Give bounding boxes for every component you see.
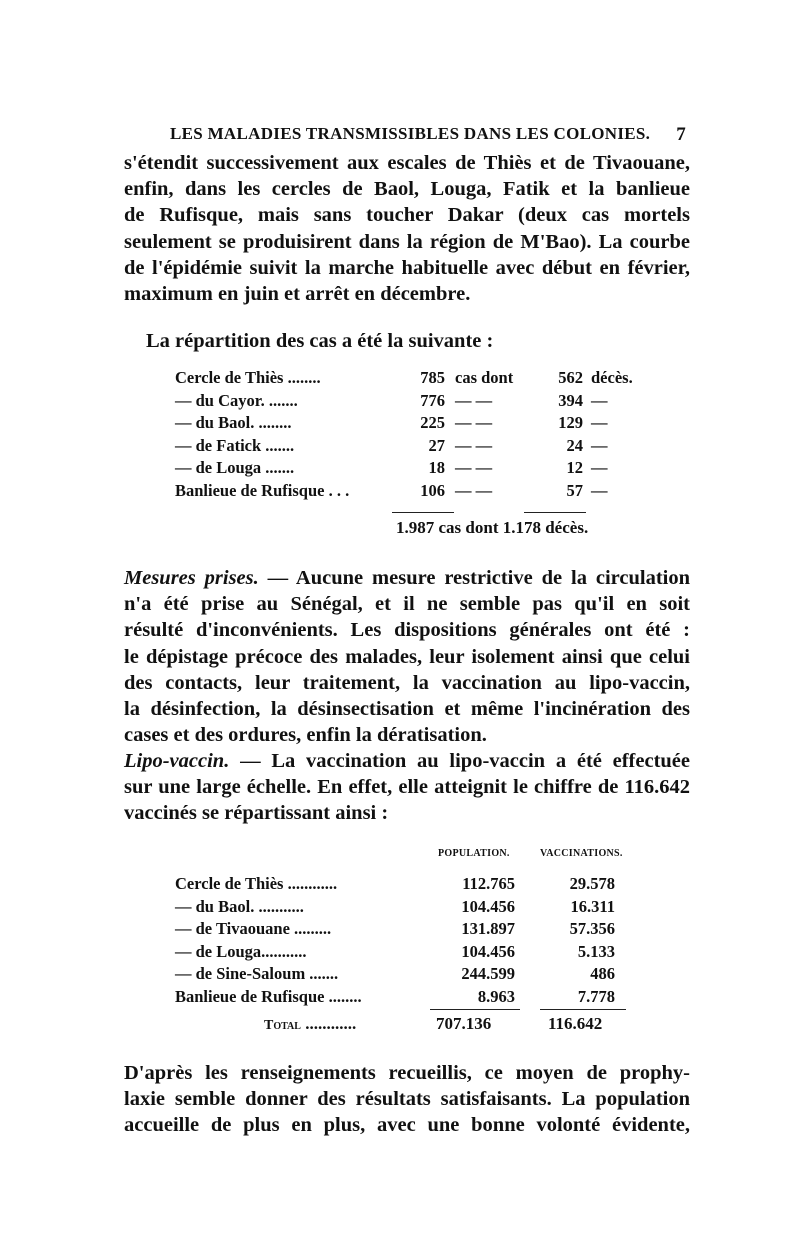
vaccination-table-row: [175, 986, 615, 1009]
death-count: 394: [558, 390, 583, 410]
text-line: laxie semble donner des résultats satisfaisants. La population: [124, 1088, 690, 1111]
text-line: la désinfection, la désinsectisation et même l'incinération des: [124, 698, 690, 721]
text-line: D'après les renseignements recueillis, ce moyen de prophy-: [124, 1062, 690, 1084]
case-label: — —: [455, 413, 493, 432]
district-name: — de Louga...........: [175, 941, 307, 961]
case-label: — —: [455, 390, 493, 410]
text-line: n'a été prise au Sénégal, et il ne semble pas qu'il en soit: [124, 593, 690, 616]
paragraph-conclusion: [124, 1060, 690, 1139]
death-count: 24: [566, 435, 583, 455]
case-count: 785: [420, 368, 445, 387]
population-value: 112.765: [462, 874, 515, 893]
text-line: seulement se produisirent dans la région de M'Bao). La courbe: [124, 230, 690, 253]
cases-table-row: [175, 390, 633, 413]
death-label: décès.: [591, 368, 633, 387]
population-sum-rule: [430, 1009, 520, 1010]
death-label: —: [591, 458, 608, 477]
cases-table-row: [175, 435, 633, 458]
vaccination-value: 486: [590, 964, 615, 983]
vaccination-value: 16.311: [570, 896, 615, 916]
measures-lead: Mesures prises.: [124, 567, 259, 589]
cases-table-row: [175, 480, 633, 503]
population-value: 104.456: [461, 941, 515, 961]
vaccination-value: 29.578: [569, 874, 615, 893]
death-count: 129: [558, 413, 583, 432]
vaccination-total-label: [264, 1014, 356, 1034]
cases-total: 1.987 cas dont 1.178 décès.: [396, 518, 589, 537]
death-count: 57: [566, 480, 583, 500]
text-line: vaccinés se répartissant ainsi :: [124, 802, 389, 825]
cases-sum-rule: [392, 512, 454, 513]
total-vaccinations: 116.642: [548, 1014, 603, 1033]
total-population: 707.136: [436, 1014, 492, 1033]
case-count: 776: [420, 390, 445, 410]
text-line: des contacts, leur traitement, la vaccination au lipo-vaccin,: [124, 671, 690, 694]
vaccination-table-row: [175, 896, 615, 919]
death-label: —: [591, 435, 608, 455]
vaccination-table-row: [175, 873, 615, 896]
vaccination-table-row: [175, 918, 615, 941]
text-line: [124, 748, 690, 774]
case-count: 106: [420, 480, 445, 500]
text-line: accueille de plus en plus, avec une bonne volonté évidente,: [124, 1114, 690, 1137]
text-line: résulté d'inconvénients. Les dispositions générales ont été :: [124, 619, 690, 642]
text-line: le dépistage précoce des malades, leur isolement ainsi que celui: [124, 645, 690, 668]
paragraph-epidemic-course: [124, 150, 690, 307]
deaths-sum-rule: [524, 512, 586, 513]
text-line: s'étendit successivement aux escales de Thiès et de Tivaouane,: [124, 152, 690, 174]
district-name: — de Louga .......: [175, 458, 295, 477]
district-name: Cercle de Thiès ........: [175, 368, 321, 387]
district-name: — de Tivaouane .........: [175, 919, 332, 938]
case-count: 225: [420, 413, 445, 432]
measures-line-rest: — Aucune mesure restrictive de la circulation: [267, 567, 690, 589]
lipo-line-rest: — La vaccination au lipo-vaccin a été effectuée: [240, 750, 691, 772]
district-name: — du Baol. ........: [175, 413, 292, 432]
text-line: cases et des ordures, enfin la dératisation.: [124, 724, 487, 747]
case-label: — —: [455, 458, 493, 477]
text-line: [124, 565, 690, 591]
total-label: Total: [264, 1018, 301, 1033]
table1-intro: La répartition des cas a été la suivante :: [146, 330, 494, 352]
population-column-header: POPULATION.: [438, 848, 510, 859]
vaccination-table-row: [175, 941, 615, 964]
total-dots: ............: [305, 1014, 357, 1033]
text-line: enfin, dans les cercles de Baol, Louga, Fatik et la banlieue: [124, 178, 690, 201]
vaccinations-column-header: VACCINATIONS.: [540, 848, 623, 859]
district-name: — de Sine-Saloum .......: [175, 964, 339, 983]
vaccination-value: 7.778: [577, 986, 615, 1006]
text-line: sur une large échelle. En effet, elle atteignit le chiffre de 116.642: [124, 776, 690, 799]
district-name: — de Fatick .......: [175, 435, 295, 455]
cases-table-row: [175, 367, 633, 390]
district-name: — du Cayor. .......: [175, 390, 298, 410]
vaccination-table: [175, 873, 615, 1008]
case-label: — —: [455, 480, 493, 500]
district-name: Cercle de Thiès ............: [175, 874, 338, 893]
death-label: —: [591, 480, 608, 500]
lipo-lead: Lipo-vaccin.: [124, 750, 230, 772]
population-value: 244.599: [461, 964, 515, 983]
vaccination-value: 5.133: [577, 941, 615, 961]
case-label: cas dont: [455, 368, 514, 387]
vaccination-table-row: [175, 963, 615, 986]
running-header: [170, 124, 686, 144]
cases-table-row: [175, 412, 633, 435]
text-line: de Rufisque, mais sans toucher Dakar (deux cas mortels: [124, 204, 690, 227]
vaccination-value: 57.356: [569, 919, 615, 938]
population-value: 131.897: [461, 919, 515, 938]
death-label: —: [591, 390, 608, 410]
page-number: 7: [676, 124, 686, 145]
vaccinations-sum-rule: [540, 1009, 626, 1010]
header-title: LES MALADIES TRANSMISSIBLES DANS LES COLONIES.: [170, 124, 651, 143]
district-name: Banlieue de Rufisque . . .: [175, 480, 350, 500]
case-count: 18: [428, 458, 445, 477]
population-value: 104.456: [461, 896, 515, 916]
population-value: 8.963: [477, 986, 515, 1006]
paragraph-lipo-vaccin: [124, 748, 690, 827]
cases-table: [175, 367, 633, 502]
death-label: —: [591, 413, 608, 432]
case-label: — —: [455, 435, 493, 455]
death-count: 562: [558, 368, 583, 387]
district-name: Banlieue de Rufisque ........: [175, 986, 362, 1006]
cases-table-row: [175, 457, 633, 480]
death-count: 12: [566, 458, 583, 477]
paragraph-measures: [124, 565, 690, 748]
text-line: de l'épidémie suivit la marche habituelle avec début en février,: [124, 256, 690, 279]
case-count: 27: [428, 435, 445, 455]
text-line: maximum en juin et arrêt en décembre.: [124, 283, 471, 306]
district-name: — du Baol. ...........: [175, 896, 304, 916]
